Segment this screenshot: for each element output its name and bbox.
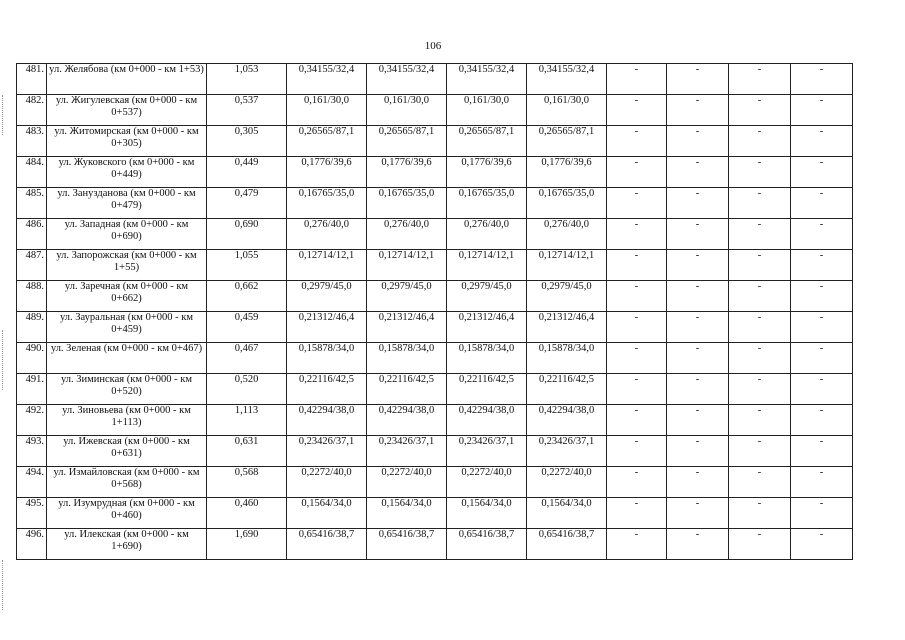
page-number: 106 xyxy=(424,40,442,52)
table-row xyxy=(17,374,853,405)
value-cell: 0,65416/38,7 xyxy=(287,529,367,560)
value-cell: 0,42294/38,0 xyxy=(447,405,527,436)
street-name: ул. Запорожская (км 0+000 - км 1+55) xyxy=(47,250,207,281)
empty-dash-cell: - xyxy=(607,157,667,188)
table-row xyxy=(17,95,853,126)
table-row xyxy=(17,436,853,467)
value-cell: 0,2272/40,0 xyxy=(527,467,607,498)
table-row xyxy=(17,250,853,281)
value-cell: 0,42294/38,0 xyxy=(287,405,367,436)
value-cell: 0,16765/35,0 xyxy=(527,188,607,219)
empty-dash-cell: - xyxy=(791,529,853,560)
empty-dash-cell: - xyxy=(607,188,667,219)
row-number: 491. xyxy=(17,374,47,405)
empty-dash-cell: - xyxy=(791,126,853,157)
value-cell: 0,21312/46,4 xyxy=(287,312,367,343)
value-cell: 0,16765/35,0 xyxy=(447,188,527,219)
value-cell: 0,2272/40,0 xyxy=(447,467,527,498)
empty-dash-cell: - xyxy=(791,250,853,281)
empty-dash-cell: - xyxy=(667,498,729,529)
street-name: ул. Жигулевская (км 0+000 - км 0+537) xyxy=(47,95,207,126)
empty-dash-cell: - xyxy=(667,281,729,312)
empty-dash-cell: - xyxy=(791,312,853,343)
row-number: 484. xyxy=(17,157,47,188)
value-cell: 0,16765/35,0 xyxy=(287,188,367,219)
length-km: 1,053 xyxy=(207,64,287,95)
empty-dash-cell: - xyxy=(607,312,667,343)
row-number: 485. xyxy=(17,188,47,219)
row-number: 493. xyxy=(17,436,47,467)
empty-dash-cell: - xyxy=(729,436,791,467)
empty-dash-cell: - xyxy=(729,188,791,219)
empty-dash-cell: - xyxy=(729,95,791,126)
value-cell: 0,26565/87,1 xyxy=(367,126,447,157)
street-name: ул. Зиминская (км 0+000 - км 0+520) xyxy=(47,374,207,405)
empty-dash-cell: - xyxy=(607,498,667,529)
value-cell: 0,26565/87,1 xyxy=(527,126,607,157)
empty-dash-cell: - xyxy=(791,343,853,374)
value-cell: 0,65416/38,7 xyxy=(527,529,607,560)
value-cell: 0,15878/34,0 xyxy=(447,343,527,374)
value-cell: 0,42294/38,0 xyxy=(367,405,447,436)
row-number: 489. xyxy=(17,312,47,343)
street-name: ул. Жуковского (км 0+000 - км 0+449) xyxy=(47,157,207,188)
value-cell: 0,12714/12,1 xyxy=(287,250,367,281)
value-cell: 0,23426/37,1 xyxy=(367,436,447,467)
row-number: 496. xyxy=(17,529,47,560)
length-km: 0,305 xyxy=(207,126,287,157)
table-row xyxy=(17,64,853,95)
empty-dash-cell: - xyxy=(607,374,667,405)
empty-dash-cell: - xyxy=(729,312,791,343)
length-km: 1,113 xyxy=(207,405,287,436)
length-km: 0,568 xyxy=(207,467,287,498)
value-cell: 0,23426/37,1 xyxy=(527,436,607,467)
value-cell: 0,1776/39,6 xyxy=(287,157,367,188)
length-km: 0,460 xyxy=(207,498,287,529)
roads-table xyxy=(16,63,853,560)
street-name: ул. Зиновьева (км 0+000 - км 1+113) xyxy=(47,405,207,436)
empty-dash-cell: - xyxy=(791,405,853,436)
value-cell: 0,65416/38,7 xyxy=(447,529,527,560)
value-cell: 0,276/40,0 xyxy=(447,219,527,250)
table-row xyxy=(17,281,853,312)
value-cell: 0,161/30,0 xyxy=(447,95,527,126)
table-row xyxy=(17,467,853,498)
empty-dash-cell: - xyxy=(729,467,791,498)
table-row xyxy=(17,405,853,436)
empty-dash-cell: - xyxy=(667,374,729,405)
street-name: ул. Занузданова (км 0+000 - км 0+479) xyxy=(47,188,207,219)
scan-margin-mark xyxy=(2,560,5,610)
row-number: 495. xyxy=(17,498,47,529)
empty-dash-cell: - xyxy=(667,188,729,219)
empty-dash-cell: - xyxy=(791,188,853,219)
length-km: 0,631 xyxy=(207,436,287,467)
row-number: 494. xyxy=(17,467,47,498)
value-cell: 0,1564/34,0 xyxy=(287,498,367,529)
empty-dash-cell: - xyxy=(729,250,791,281)
value-cell: 0,276/40,0 xyxy=(367,219,447,250)
value-cell: 0,15878/34,0 xyxy=(527,343,607,374)
length-km: 1,690 xyxy=(207,529,287,560)
row-number: 488. xyxy=(17,281,47,312)
value-cell: 0,161/30,0 xyxy=(527,95,607,126)
value-cell: 0,16765/35,0 xyxy=(367,188,447,219)
empty-dash-cell: - xyxy=(667,405,729,436)
value-cell: 0,1776/39,6 xyxy=(447,157,527,188)
empty-dash-cell: - xyxy=(607,467,667,498)
empty-dash-cell: - xyxy=(791,436,853,467)
empty-dash-cell: - xyxy=(729,343,791,374)
street-name: ул. Ижевская (км 0+000 - км 0+631) xyxy=(47,436,207,467)
empty-dash-cell: - xyxy=(607,219,667,250)
value-cell: 0,2272/40,0 xyxy=(367,467,447,498)
empty-dash-cell: - xyxy=(607,436,667,467)
row-number: 486. xyxy=(17,219,47,250)
table-row xyxy=(17,498,853,529)
length-km: 0,537 xyxy=(207,95,287,126)
street-name: ул. Заречная (км 0+000 - км 0+662) xyxy=(47,281,207,312)
empty-dash-cell: - xyxy=(791,95,853,126)
empty-dash-cell: - xyxy=(791,281,853,312)
empty-dash-cell: - xyxy=(729,374,791,405)
table-row xyxy=(17,157,853,188)
empty-dash-cell: - xyxy=(729,64,791,95)
street-name: ул. Изумрудная (км 0+000 - км 0+460) xyxy=(47,498,207,529)
value-cell: 0,2272/40,0 xyxy=(287,467,367,498)
empty-dash-cell: - xyxy=(607,405,667,436)
empty-dash-cell: - xyxy=(607,343,667,374)
row-number: 481. xyxy=(17,64,47,95)
street-name: ул. Измайловская (км 0+000 - км 0+568) xyxy=(47,467,207,498)
value-cell: 0,21312/46,4 xyxy=(367,312,447,343)
value-cell: 0,26565/87,1 xyxy=(287,126,367,157)
street-name: ул. Зеленая (км 0+000 - км 0+467) xyxy=(47,343,207,374)
table-row xyxy=(17,219,853,250)
empty-dash-cell: - xyxy=(729,498,791,529)
length-km: 0,479 xyxy=(207,188,287,219)
empty-dash-cell: - xyxy=(607,281,667,312)
empty-dash-cell: - xyxy=(667,219,729,250)
value-cell: 0,276/40,0 xyxy=(287,219,367,250)
empty-dash-cell: - xyxy=(667,157,729,188)
row-number: 483. xyxy=(17,126,47,157)
empty-dash-cell: - xyxy=(667,95,729,126)
value-cell: 0,22116/42,5 xyxy=(447,374,527,405)
table-row xyxy=(17,529,853,560)
value-cell: 0,34155/32,4 xyxy=(287,64,367,95)
value-cell: 0,26565/87,1 xyxy=(447,126,527,157)
value-cell: 0,1564/34,0 xyxy=(447,498,527,529)
empty-dash-cell: - xyxy=(607,95,667,126)
value-cell: 0,23426/37,1 xyxy=(447,436,527,467)
empty-dash-cell: - xyxy=(667,436,729,467)
empty-dash-cell: - xyxy=(607,250,667,281)
value-cell: 0,1776/39,6 xyxy=(527,157,607,188)
length-km: 0,459 xyxy=(207,312,287,343)
street-name: ул. Желябова (км 0+000 - км 1+53) xyxy=(47,64,207,95)
value-cell: 0,12714/12,1 xyxy=(367,250,447,281)
street-name: ул. Зауральная (км 0+000 - км 0+459) xyxy=(47,312,207,343)
empty-dash-cell: - xyxy=(607,126,667,157)
street-name: ул. Житомирская (км 0+000 - км 0+305) xyxy=(47,126,207,157)
scan-margin-mark xyxy=(2,95,5,135)
empty-dash-cell: - xyxy=(667,250,729,281)
table-row xyxy=(17,126,853,157)
empty-dash-cell: - xyxy=(729,529,791,560)
value-cell: 0,161/30,0 xyxy=(287,95,367,126)
value-cell: 0,34155/32,4 xyxy=(447,64,527,95)
row-number: 492. xyxy=(17,405,47,436)
empty-dash-cell: - xyxy=(791,157,853,188)
empty-dash-cell: - xyxy=(607,64,667,95)
length-km: 1,055 xyxy=(207,250,287,281)
value-cell: 0,12714/12,1 xyxy=(447,250,527,281)
value-cell: 0,2979/45,0 xyxy=(527,281,607,312)
value-cell: 0,42294/38,0 xyxy=(527,405,607,436)
scan-margin-mark xyxy=(2,330,5,390)
value-cell: 0,161/30,0 xyxy=(367,95,447,126)
empty-dash-cell: - xyxy=(791,467,853,498)
value-cell: 0,2979/45,0 xyxy=(447,281,527,312)
length-km: 0,520 xyxy=(207,374,287,405)
empty-dash-cell: - xyxy=(791,219,853,250)
length-km: 0,662 xyxy=(207,281,287,312)
roads-table-body xyxy=(17,64,853,560)
value-cell: 0,23426/37,1 xyxy=(287,436,367,467)
table-row xyxy=(17,343,853,374)
empty-dash-cell: - xyxy=(729,157,791,188)
empty-dash-cell: - xyxy=(729,281,791,312)
value-cell: 0,65416/38,7 xyxy=(367,529,447,560)
length-km: 0,449 xyxy=(207,157,287,188)
empty-dash-cell: - xyxy=(667,64,729,95)
value-cell: 0,15878/34,0 xyxy=(287,343,367,374)
empty-dash-cell: - xyxy=(791,374,853,405)
empty-dash-cell: - xyxy=(607,529,667,560)
value-cell: 0,15878/34,0 xyxy=(367,343,447,374)
empty-dash-cell: - xyxy=(791,64,853,95)
value-cell: 0,1564/34,0 xyxy=(527,498,607,529)
empty-dash-cell: - xyxy=(667,126,729,157)
value-cell: 0,1564/34,0 xyxy=(367,498,447,529)
empty-dash-cell: - xyxy=(729,405,791,436)
value-cell: 0,21312/46,4 xyxy=(447,312,527,343)
street-name: ул. Илекская (км 0+000 - км 1+690) xyxy=(47,529,207,560)
table-row xyxy=(17,312,853,343)
empty-dash-cell: - xyxy=(791,498,853,529)
value-cell: 0,34155/32,4 xyxy=(367,64,447,95)
value-cell: 0,2979/45,0 xyxy=(287,281,367,312)
row-number: 490. xyxy=(17,343,47,374)
value-cell: 0,1776/39,6 xyxy=(367,157,447,188)
value-cell: 0,21312/46,4 xyxy=(527,312,607,343)
empty-dash-cell: - xyxy=(667,312,729,343)
empty-dash-cell: - xyxy=(729,126,791,157)
row-number: 482. xyxy=(17,95,47,126)
empty-dash-cell: - xyxy=(729,219,791,250)
length-km: 0,467 xyxy=(207,343,287,374)
empty-dash-cell: - xyxy=(667,529,729,560)
value-cell: 0,22116/42,5 xyxy=(367,374,447,405)
empty-dash-cell: - xyxy=(667,343,729,374)
length-km: 0,690 xyxy=(207,219,287,250)
table-row xyxy=(17,188,853,219)
value-cell: 0,34155/32,4 xyxy=(527,64,607,95)
value-cell: 0,22116/42,5 xyxy=(287,374,367,405)
value-cell: 0,12714/12,1 xyxy=(527,250,607,281)
empty-dash-cell: - xyxy=(667,467,729,498)
row-number: 487. xyxy=(17,250,47,281)
value-cell: 0,276/40,0 xyxy=(527,219,607,250)
street-name: ул. Западная (км 0+000 - км 0+690) xyxy=(47,219,207,250)
value-cell: 0,2979/45,0 xyxy=(367,281,447,312)
value-cell: 0,22116/42,5 xyxy=(527,374,607,405)
